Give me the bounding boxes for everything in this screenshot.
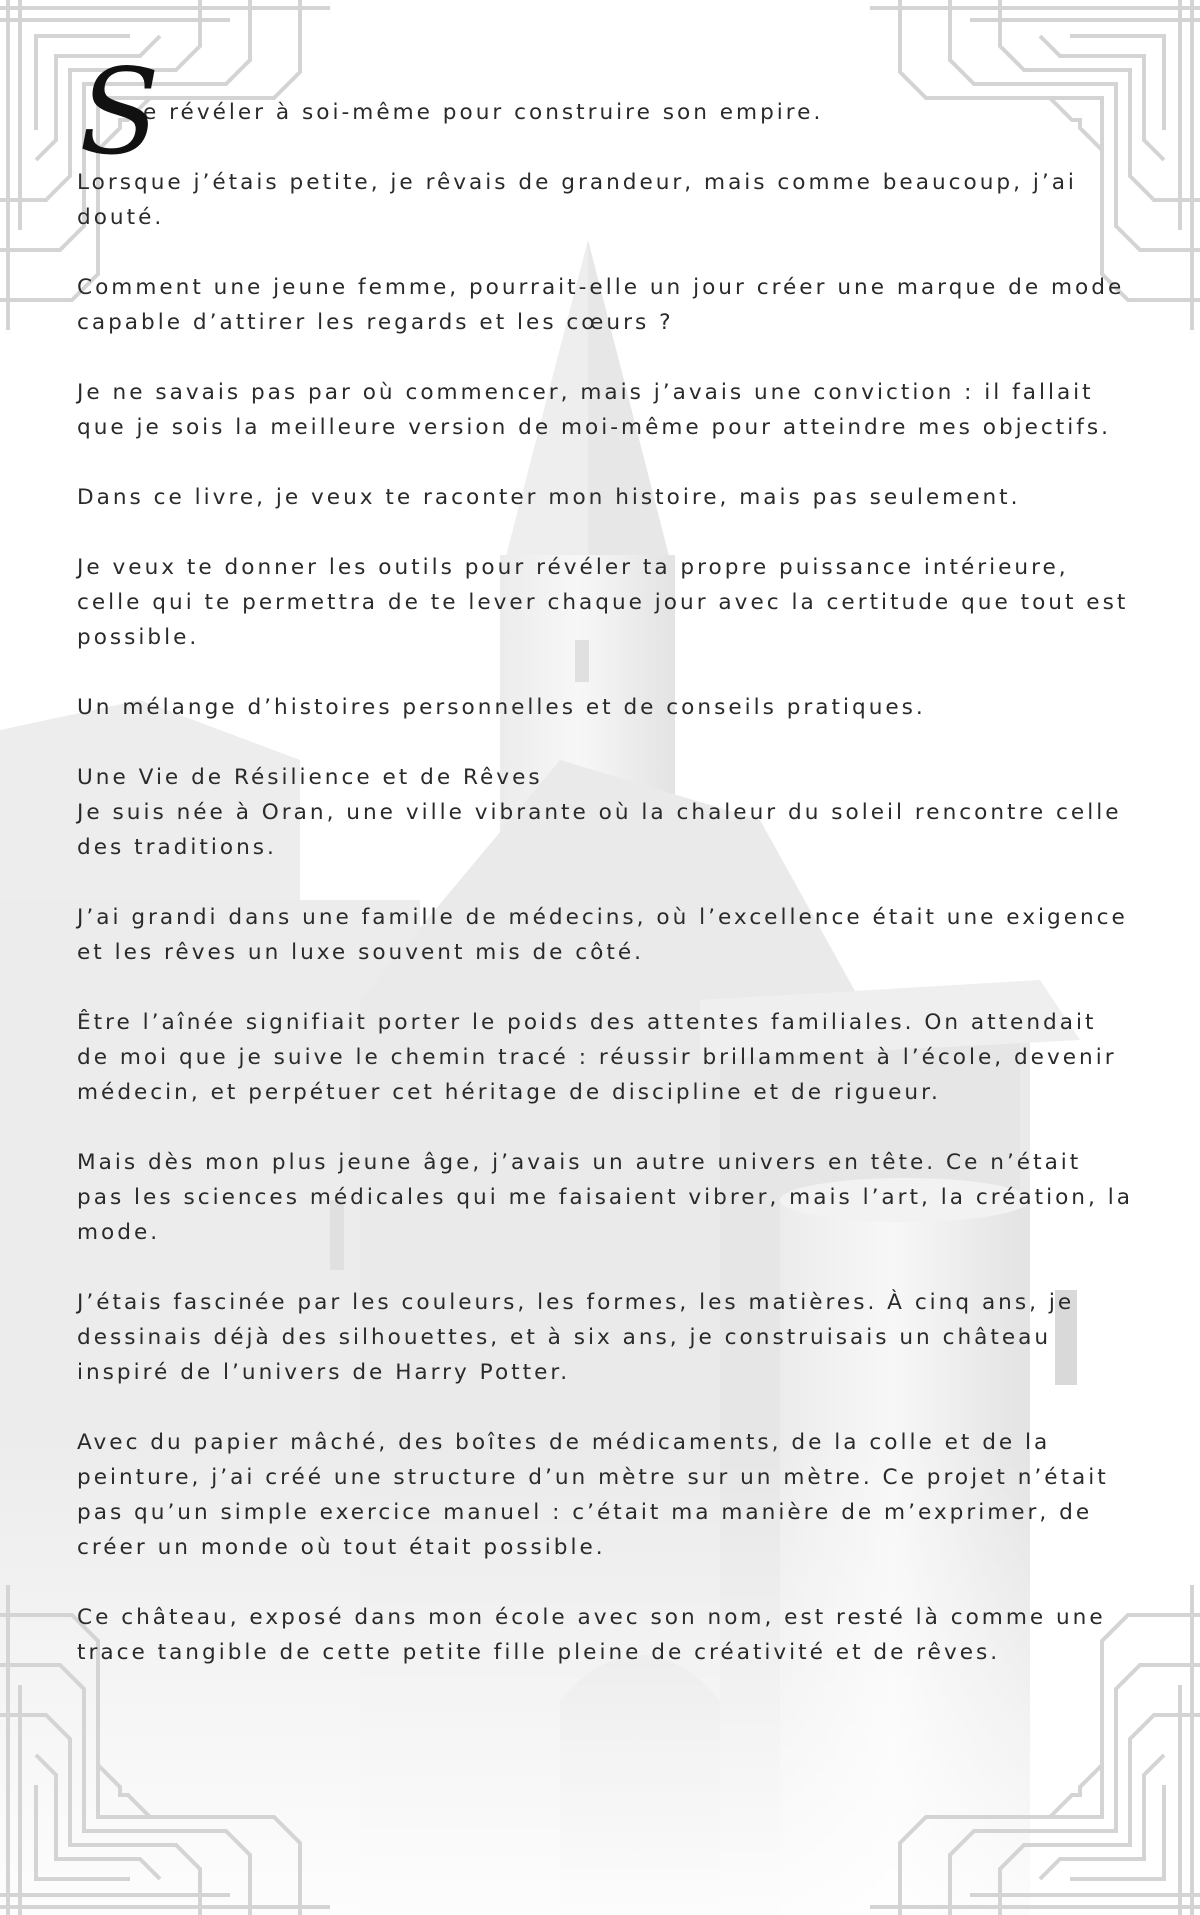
paragraph: Un mélange d’histoires personnelles et de conseils pratiques. xyxy=(77,695,926,720)
paragraph: Dans ce livre, je veux te raconter mon histoire, mais pas seulement. xyxy=(77,485,1021,510)
section-heading: Une Vie de Résilience et de Rêves xyxy=(77,765,543,790)
paragraph: Je suis née à Oran, une ville vibrante où la chaleur du soleil rencontre celle des traditions. xyxy=(77,800,1122,860)
paragraph: Lorsque j’étais petite, je rêvais de grandeur, mais comme beaucoup, j’ai douté. xyxy=(77,170,1077,230)
paragraph: Être l’aînée signifiait porter le poids des attentes familiales. On attendait de moi que je suive le chemin tracé : réussir brillamment à l’école, devenir médecin, et perpétuer cet héritage de discipline et de rigueur. xyxy=(77,1010,1117,1105)
paragraph: Je veux te donner les outils pour révéler ta propre puissance intérieure, celle qui te permettra de te lever chaque jour avec la certitude que tout est possible. xyxy=(77,555,1129,650)
intro-paragraph xyxy=(77,43,1137,181)
dropcap-letter: S xyxy=(79,43,160,181)
paragraph: Je ne savais pas par où commencer, mais j’avais une conviction : il fallait que je sois la meilleure version de moi-même pour atteindre mes objectifs. xyxy=(77,380,1111,440)
paragraph: Comment une jeune femme, pourrait-elle un jour créer une marque de mode capable d’attirer les regards et les cœurs ? xyxy=(77,275,1125,335)
paragraph: J’ai grandi dans une famille de médecins, où l’excellence était une exigence et les rêves un luxe souvent mis de côté. xyxy=(77,905,1128,965)
paragraph: Ce château, exposé dans mon école avec son nom, est resté là comme une trace tangible de cette petite fille pleine de créativité et de rêves. xyxy=(77,1605,1106,1665)
paragraph: J’étais fascinée par les couleurs, les formes, les matières. À cinq ans, je dessinais déjà des silhouettes, et à six ans, je construisais un château inspiré de l’univers de Harry Potter. xyxy=(77,1290,1075,1385)
page-text xyxy=(77,43,1137,1705)
paragraph: Avec du papier mâché, des boîtes de médicaments, de la colle et de la peinture, j’ai créé une structure d’un mètre sur un mètre. Ce projet n’était pas qu’un simple exercice manuel : c’était ma manière de m’exprimer, de créer un monde où tout était possible. xyxy=(77,1430,1109,1560)
intro-text: e révéler à soi-même pour construire son empire. xyxy=(143,100,824,125)
paragraph: Mais dès mon plus jeune âge, j’avais un autre univers en tête. Ce n’était pas les sciences médicales qui me faisaient vibrer, mais l’art, la création, la mode. xyxy=(77,1150,1133,1245)
